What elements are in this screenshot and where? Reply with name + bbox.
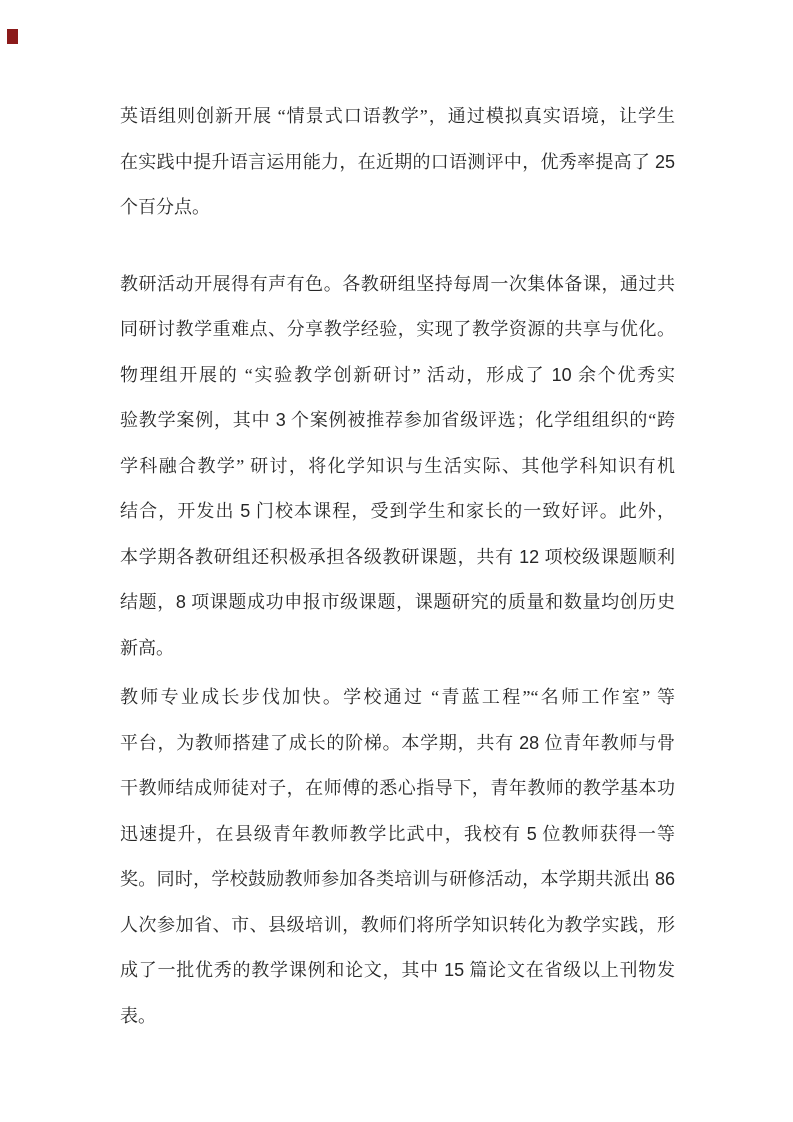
numeric-text: 5 — [240, 501, 251, 521]
text-line: 干教师结成师徒对子，在师傅的悉心指导下，青年教师的教学基本功 — [120, 778, 675, 798]
text-line: 本学期各教研组还积极承担各级教研课题，共有 12 项校级课题顺利 — [120, 546, 676, 567]
numeric-text: 25 — [654, 151, 675, 172]
text-line: 教研活动开展得有声有色。各教研组坚持每周一次集体备课，通过共 — [120, 273, 675, 294]
text-line: 英语组则创新开展 “情景式口语教学”，通过模拟真实语境，让学生 — [120, 106, 675, 126]
red-marker — [7, 29, 18, 44]
text-line: 成了一批优秀的教学课例和论文，其中 15 篇论文在省级以上刊物发 — [120, 960, 676, 980]
numeric-text: 28 — [519, 732, 540, 753]
numeric-text: 12 — [519, 546, 540, 567]
numeric-text: 3 — [275, 410, 286, 430]
text-line: 物理组开展的 “实验教学创新研讨” 活动，形成了 10 余个优秀实 — [120, 364, 675, 385]
document-body — [120, 0, 675, 1039]
text-line: 人次参加省、市、县级培训，教师们将所学知识转化为教学实践，形 — [120, 914, 675, 935]
text-line: 验教学案例，其中 3 个案例被推荐参加省级评选；化学组组织的“跨 — [120, 410, 675, 430]
text-line: 结题，8 项课题成功申报市级课题，课题研究的质量和数量均创历史 — [120, 592, 676, 612]
numeric-text: 5 — [526, 823, 537, 844]
numeric-text: 86 — [654, 869, 675, 889]
text-line: 学科融合教学” 研讨，将化学知识与生活实际、其他学科知识有机 — [120, 455, 675, 476]
text-line: 奖。同时，学校鼓励教师参加各类培训与研修活动，本学期共派出 86 — [120, 869, 675, 889]
text-line: 同研讨教学重难点、分享教学经验，实现了教学资源的共享与优化。 — [120, 319, 675, 339]
paragraph — [120, 94, 675, 231]
text-line: 教师专业成长步伐加快。学校通过 “青蓝工程”“名师工作室” 等 — [120, 687, 675, 707]
text-line: 表。 — [120, 1005, 156, 1026]
text-line: 平台，为教师搭建了成长的阶梯。本学期，共有 28 位青年教师与骨 — [120, 732, 676, 753]
text-line: 新高。 — [120, 637, 174, 658]
numeric-text: 8 — [175, 592, 186, 612]
text-line: 个百分点。 — [120, 197, 210, 217]
text-line: 在实践中提升语言运用能力，在近期的口语测评中，优秀率提高了 25 — [120, 151, 675, 172]
paragraph — [120, 262, 675, 672]
numeric-text: 10 — [551, 364, 572, 385]
numeric-text: 15 — [444, 960, 465, 980]
text-line: 迅速提升，在县级青年教师教学比武中，我校有 5 位教师获得一等 — [120, 823, 676, 844]
text-line: 结合，开发出 5 门校本课程，受到学生和家长的一致好评。此外， — [120, 501, 676, 521]
paragraph — [120, 675, 675, 1039]
